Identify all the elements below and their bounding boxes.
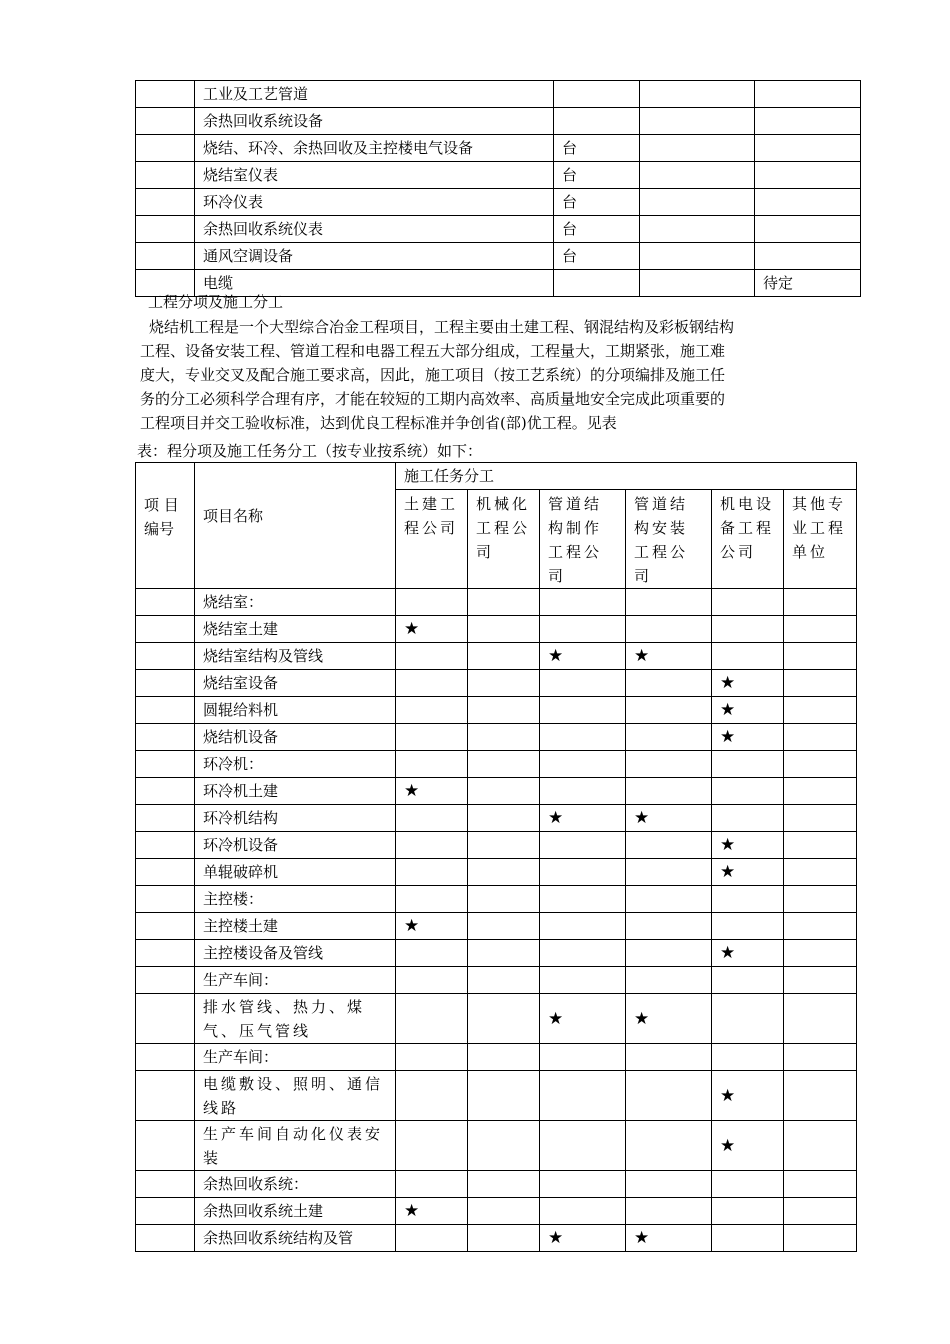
task-cell	[626, 859, 712, 886]
item-id-cell	[136, 859, 195, 886]
item-id-cell	[136, 189, 195, 216]
task-cell	[396, 1225, 468, 1252]
task-cell	[626, 778, 712, 805]
item-name-cell: 余热回收系统：	[195, 1171, 396, 1198]
item-name-cell: 通风空调设备	[195, 243, 554, 270]
task-cell	[468, 832, 540, 859]
star-mark: ★	[548, 808, 564, 828]
task-cell	[396, 1044, 468, 1071]
task-cell	[396, 778, 468, 805]
task-cell	[468, 778, 540, 805]
task-cell	[468, 967, 540, 994]
task-cell	[712, 1071, 784, 1121]
star-mark: ★	[720, 835, 736, 855]
item-id-cell	[136, 216, 195, 243]
paragraph-line: 务的分工必须科学合理有序，才能在较短的工期内高效率、高质量地安全完成此项重要的	[140, 390, 726, 408]
task-cell	[784, 940, 857, 967]
task-cell	[540, 589, 626, 616]
task-cell	[712, 616, 784, 643]
table-row	[136, 643, 857, 670]
header-item-id	[136, 463, 195, 589]
task-cell	[396, 670, 468, 697]
header-row	[136, 463, 857, 490]
star-mark: ★	[720, 943, 736, 963]
task-cell	[540, 940, 626, 967]
unit-cell: 台	[554, 135, 640, 162]
task-cell	[712, 751, 784, 778]
item-id-cell	[136, 967, 195, 994]
task-cell	[396, 859, 468, 886]
item-id-cell	[136, 1044, 195, 1071]
task-cell	[396, 994, 468, 1044]
unit-cell	[554, 81, 640, 108]
table-row	[136, 913, 857, 940]
quantity-cell	[640, 216, 755, 243]
note-cell	[755, 216, 861, 243]
task-cell	[396, 1071, 468, 1121]
task-cell	[396, 940, 468, 967]
table-row	[136, 1044, 857, 1071]
item-name-cell: 烧结室土建	[195, 616, 396, 643]
task-cell	[468, 940, 540, 967]
task-cell	[784, 859, 857, 886]
task-cell	[626, 805, 712, 832]
table-row	[136, 162, 861, 189]
header-item-name: 项目名称	[195, 463, 396, 589]
task-cell	[396, 805, 468, 832]
item-id-cell	[136, 616, 195, 643]
table-row	[136, 108, 861, 135]
task-cell	[540, 778, 626, 805]
task-cell	[396, 697, 468, 724]
task-cell	[712, 1171, 784, 1198]
task-cell	[712, 643, 784, 670]
column-header: 管道结构制作工程公司	[540, 490, 626, 589]
table-row	[136, 189, 861, 216]
task-cell	[540, 616, 626, 643]
unit-cell	[554, 108, 640, 135]
task-cell	[540, 1121, 626, 1171]
task-cell	[712, 589, 784, 616]
table-row	[136, 1198, 857, 1225]
equipment-table	[135, 80, 861, 297]
task-cell	[468, 643, 540, 670]
task-cell	[784, 778, 857, 805]
unit-cell	[554, 270, 640, 297]
item-name-cell: 生产车间：	[195, 1044, 396, 1071]
task-cell	[540, 805, 626, 832]
table-row	[136, 697, 857, 724]
task-cell	[540, 994, 626, 1044]
table-row	[136, 832, 857, 859]
item-name-cell: 环冷机：	[195, 751, 396, 778]
paragraph-line: 烧结机工程是一个大型综合冶金工程项目，工程主要由土建工程、钢混结构及彩板钢结构	[149, 318, 735, 336]
task-cell	[396, 1121, 468, 1171]
task-cell	[712, 1198, 784, 1225]
unit-cell: 台	[554, 216, 640, 243]
table-row	[136, 859, 857, 886]
task-cell	[712, 832, 784, 859]
item-name-cell: 烧结室设备	[195, 670, 396, 697]
task-cell	[540, 697, 626, 724]
task-cell	[784, 886, 857, 913]
star-mark: ★	[548, 1008, 564, 1029]
task-cell	[396, 967, 468, 994]
quantity-cell	[640, 189, 755, 216]
item-name-cell: 工业及工艺管道	[195, 81, 554, 108]
task-cell	[396, 913, 468, 940]
task-cell	[784, 670, 857, 697]
star-mark: ★	[720, 1135, 736, 1156]
item-name-cell: 主控楼设备及管线	[195, 940, 396, 967]
task-cell	[712, 778, 784, 805]
note-cell	[755, 162, 861, 189]
star-mark: ★	[634, 646, 650, 666]
task-cell	[626, 940, 712, 967]
header-item-id-label: 项 目编号	[144, 496, 179, 538]
task-cell	[784, 1044, 857, 1071]
item-name-cell: 余热回收系统土建	[195, 1198, 396, 1225]
task-cell	[712, 724, 784, 751]
star-mark: ★	[720, 862, 736, 882]
item-id-cell	[136, 994, 195, 1044]
task-cell	[540, 1071, 626, 1121]
item-name-cell: 余热回收系统设备	[195, 108, 554, 135]
task-cell	[626, 724, 712, 751]
item-name-cell: 生产车间自动化仪表安装	[195, 1121, 396, 1171]
column-header: 其他专业工程单位	[784, 490, 857, 589]
task-cell	[468, 805, 540, 832]
star-mark: ★	[720, 727, 736, 747]
item-name-cell: 圆辊给料机	[195, 697, 396, 724]
task-cell	[468, 1171, 540, 1198]
paragraph-line: 工程项目并交工验收标准，达到优良工程标准并争创省(部)优工程。见表	[140, 414, 617, 432]
task-cell	[712, 940, 784, 967]
item-id-cell	[136, 643, 195, 670]
task-cell	[626, 697, 712, 724]
item-id-cell	[136, 162, 195, 189]
task-cell	[468, 1225, 540, 1252]
task-cell	[784, 913, 857, 940]
paragraph-line: 工程、设备安装工程、管道工程和电器工程五大部分组成，工程量大，工期紧张，施工难	[140, 342, 726, 360]
item-id-cell	[136, 778, 195, 805]
item-id-cell	[136, 940, 195, 967]
task-cell	[396, 616, 468, 643]
task-cell	[784, 1225, 857, 1252]
task-cell	[712, 1225, 784, 1252]
item-id-cell	[136, 832, 195, 859]
table-row	[136, 1121, 857, 1171]
task-cell	[540, 643, 626, 670]
note-cell	[755, 189, 861, 216]
task-cell	[626, 751, 712, 778]
section-title: 工程分项及施工分工	[148, 293, 284, 311]
task-cell	[784, 1171, 857, 1198]
task-cell	[626, 886, 712, 913]
task-cell	[468, 913, 540, 940]
item-name-cell: 电缆敷设、照明、通信线路	[195, 1071, 396, 1121]
task-cell	[540, 1225, 626, 1252]
unit-cell: 台	[554, 189, 640, 216]
note-cell	[755, 135, 861, 162]
item-id-cell	[136, 243, 195, 270]
task-cell	[540, 724, 626, 751]
task-cell	[712, 967, 784, 994]
table-row	[136, 216, 861, 243]
table-row	[136, 1225, 857, 1252]
task-cell	[468, 589, 540, 616]
unit-cell: 台	[554, 162, 640, 189]
task-cell	[396, 1171, 468, 1198]
task-cell	[626, 589, 712, 616]
task-cell	[468, 751, 540, 778]
intro-paragraph	[140, 315, 830, 435]
item-name-cell: 单辊破碎机	[195, 859, 396, 886]
task-cell	[468, 724, 540, 751]
table-row	[136, 135, 861, 162]
star-mark: ★	[404, 619, 420, 639]
task-cell	[468, 994, 540, 1044]
item-name-cell: 环冷机结构	[195, 805, 396, 832]
task-cell	[784, 616, 857, 643]
task-cell	[784, 643, 857, 670]
task-cell	[396, 643, 468, 670]
task-cell	[468, 1044, 540, 1071]
task-cell	[540, 886, 626, 913]
task-cell	[712, 697, 784, 724]
task-cell	[396, 724, 468, 751]
item-name-cell: 烧结室结构及管线	[195, 643, 396, 670]
task-cell	[712, 859, 784, 886]
star-mark: ★	[720, 1085, 736, 1106]
star-mark: ★	[634, 1228, 650, 1248]
task-division-table	[135, 462, 857, 1252]
table-row	[136, 616, 857, 643]
task-cell	[626, 1225, 712, 1252]
task-cell	[396, 1198, 468, 1225]
task-cell	[626, 1121, 712, 1171]
item-name-cell: 烧结室：	[195, 589, 396, 616]
table-caption: 表：程分项及施工任务分工（按专业按系统）如下：	[137, 442, 483, 460]
task-cell	[626, 994, 712, 1044]
task-cell	[784, 1071, 857, 1121]
column-header: 机电设备工程公司	[712, 490, 784, 589]
task-cell	[468, 1198, 540, 1225]
paragraph-line: 度大，专业交叉及配合施工要求高，因此，施工项目（按工艺系统）的分项编排及施工任	[140, 366, 726, 384]
star-mark: ★	[548, 1228, 564, 1248]
table-row	[136, 589, 857, 616]
star-mark: ★	[404, 916, 420, 936]
item-name-cell: 余热回收系统仪表	[195, 216, 554, 243]
item-id-cell	[136, 81, 195, 108]
task-cell	[712, 994, 784, 1044]
task-cell	[540, 670, 626, 697]
task-cell	[784, 1198, 857, 1225]
task-cell	[784, 589, 857, 616]
column-header: 机械化工程公司	[468, 490, 540, 589]
item-id-cell	[136, 1071, 195, 1121]
task-cell	[784, 967, 857, 994]
task-cell	[540, 967, 626, 994]
table-row	[136, 994, 857, 1044]
note-cell: 待定	[755, 270, 861, 297]
task-cell	[626, 1171, 712, 1198]
task-cell	[468, 1121, 540, 1171]
table-row	[136, 940, 857, 967]
header-task-group: 施工任务分工	[396, 463, 857, 490]
task-cell	[468, 859, 540, 886]
task-cell	[626, 1071, 712, 1121]
item-id-cell	[136, 1225, 195, 1252]
task-cell	[540, 1171, 626, 1198]
quantity-cell	[640, 135, 755, 162]
item-name-cell: 烧结室仪表	[195, 162, 554, 189]
task-cell	[468, 697, 540, 724]
item-name-cell: 环冷机土建	[195, 778, 396, 805]
task-cell	[712, 1121, 784, 1171]
item-id-cell	[136, 108, 195, 135]
table-row	[136, 778, 857, 805]
table-row	[136, 243, 861, 270]
task-cell	[712, 1044, 784, 1071]
task-cell	[468, 1071, 540, 1121]
task-cell	[626, 832, 712, 859]
table-row	[136, 724, 857, 751]
task-cell	[626, 670, 712, 697]
item-name-cell: 烧结机设备	[195, 724, 396, 751]
star-mark: ★	[404, 781, 420, 801]
item-id-cell	[136, 751, 195, 778]
table-row	[136, 967, 857, 994]
table-row	[136, 805, 857, 832]
item-id-cell	[136, 1121, 195, 1171]
task-cell	[712, 913, 784, 940]
table-row	[136, 886, 857, 913]
item-name-cell: 电缆	[195, 270, 554, 297]
task-cell	[396, 832, 468, 859]
star-mark: ★	[548, 646, 564, 666]
task-cell	[784, 832, 857, 859]
quantity-cell	[640, 81, 755, 108]
star-mark: ★	[634, 808, 650, 828]
item-id-cell	[136, 1198, 195, 1225]
quantity-cell	[640, 243, 755, 270]
item-id-cell	[136, 724, 195, 751]
quantity-cell	[640, 270, 755, 297]
task-cell	[540, 913, 626, 940]
task-cell	[396, 886, 468, 913]
star-mark: ★	[404, 1201, 420, 1221]
quantity-cell	[640, 162, 755, 189]
task-cell	[626, 616, 712, 643]
item-id-cell	[136, 913, 195, 940]
item-name-cell: 排水管线、热力、煤气、压气管线	[195, 994, 396, 1044]
task-cell	[540, 859, 626, 886]
task-cell	[712, 805, 784, 832]
table-row	[136, 670, 857, 697]
item-name-cell: 环冷机设备	[195, 832, 396, 859]
task-cell	[540, 751, 626, 778]
task-cell	[784, 724, 857, 751]
table-row	[136, 81, 861, 108]
item-id-cell	[136, 805, 195, 832]
quantity-cell	[640, 108, 755, 135]
table-row	[136, 751, 857, 778]
star-mark: ★	[720, 673, 736, 693]
table-row	[136, 1071, 857, 1121]
item-name-cell: 主控楼土建	[195, 913, 396, 940]
note-cell	[755, 108, 861, 135]
star-mark: ★	[634, 1008, 650, 1029]
note-cell	[755, 243, 861, 270]
item-name-cell: 余热回收系统结构及管	[195, 1225, 396, 1252]
star-mark: ★	[720, 700, 736, 720]
item-id-cell	[136, 135, 195, 162]
task-cell	[784, 994, 857, 1044]
item-name-cell: 主控楼：	[195, 886, 396, 913]
task-cell	[468, 670, 540, 697]
task-cell	[626, 1044, 712, 1071]
column-header: 管道结构安装工程公司	[626, 490, 712, 589]
task-cell	[784, 697, 857, 724]
item-id-cell	[136, 670, 195, 697]
task-cell	[784, 751, 857, 778]
task-cell	[712, 670, 784, 697]
item-id-cell	[136, 1171, 195, 1198]
task-cell	[540, 832, 626, 859]
item-id-cell	[136, 886, 195, 913]
item-name-cell: 生产车间：	[195, 967, 396, 994]
item-name-cell: 烧结、环冷、余热回收及主控楼电气设备	[195, 135, 554, 162]
task-cell	[396, 589, 468, 616]
task-cell	[712, 886, 784, 913]
column-header: 土建工程公司	[396, 490, 468, 589]
task-cell	[540, 1044, 626, 1071]
task-cell	[626, 913, 712, 940]
task-cell	[626, 643, 712, 670]
task-cell	[468, 616, 540, 643]
task-cell	[784, 805, 857, 832]
task-cell	[626, 1198, 712, 1225]
item-id-cell	[136, 589, 195, 616]
task-cell	[468, 886, 540, 913]
task-cell	[784, 1121, 857, 1171]
unit-cell: 台	[554, 243, 640, 270]
item-id-cell	[136, 697, 195, 724]
item-name-cell: 环冷仪表	[195, 189, 554, 216]
task-cell	[540, 1198, 626, 1225]
table-row	[136, 1171, 857, 1198]
task-cell	[396, 751, 468, 778]
note-cell	[755, 81, 861, 108]
task-cell	[626, 967, 712, 994]
